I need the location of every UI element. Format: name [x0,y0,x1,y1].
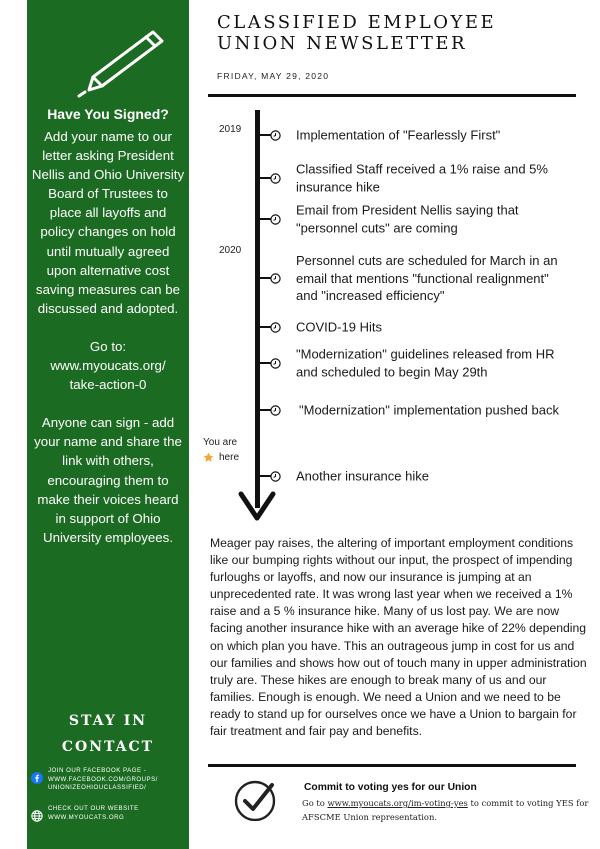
newsletter-date: FRIDAY, MAY 29, 2020 [217,71,330,81]
facebook-icon [31,772,43,784]
timeline-event-text: Personnel cuts are scheduled for March in an email that mentions "functional realignment" and "increased efficiency" [296,252,558,303]
star-icon [203,452,214,463]
newsletter-title [217,12,587,54]
goto-label: Go to: [89,338,127,354]
timeline-event [258,307,598,347]
timeline-event-text: "Modernization" implementation pushed back [299,402,559,418]
stay-in-contact-title [27,708,189,760]
signed-body [31,127,185,547]
clock-icon [270,358,281,369]
clock-icon [270,471,281,482]
clock-icon [270,130,281,141]
timeline-event-text: Implementation of "Fearlessly First" [296,127,501,143]
clock-icon [270,173,281,184]
commit-go-to: Go to [302,798,328,808]
timeline-event [258,199,598,239]
website-contact[interactable] [31,805,187,822]
you-are-label: You are [203,437,238,448]
website-contact-text [48,805,139,822]
goto-link-line2[interactable]: take-action-0 [69,377,147,393]
facebook-line1: JOIN OUR FACEBOOK PAGE - [48,767,147,774]
timeline-event-text: Classified Staff received a 1% raise and 5% insurance hike [296,161,548,194]
timeline-event-text: Email from President Nellis saying that "personnel cuts" are coming [296,202,519,235]
facebook-contact[interactable] [31,767,187,793]
checkmark-circle-icon [228,777,286,821]
clock-icon [270,214,281,225]
facebook-contact-text [48,767,158,793]
timeline-event-text: COVID-19 Hits [296,319,382,335]
clock-icon [270,273,281,284]
facebook-line2[interactable]: WWW.FACEBOOK.COM/GROUPS/ [48,775,158,783]
facebook-line3[interactable]: UNIONIZEOHIOUCLASSIFIED/ [48,784,147,792]
title-line2: UNION NEWSLETTER [217,33,468,54]
timeline-event [258,456,598,496]
timeline-event-text: Another insurance hike [296,468,429,484]
timeline-event [258,158,598,198]
pen-icon [71,26,167,98]
header-divider [208,94,576,97]
you-are-here-marker [203,435,253,465]
anyone-text: Anyone can sign - add your name and share the link with others, encouraging them to make their voices heard in support of Ohio University employees. [34,415,182,545]
timeline-event [258,343,598,383]
goto-link-line1[interactable]: www.myoucats.org/ [50,358,166,374]
signed-heading: Have You Signed? [47,106,169,122]
website-line1: CHECK OUT OUR WEBSITE [48,805,139,812]
here-label: here [219,452,240,463]
year-2020: 2020 [219,245,242,256]
timeline-event-text: "Modernization" guidelines released from HR and scheduled to begin May 29th [296,346,555,379]
timeline-event [258,390,598,430]
globe-icon [31,810,43,822]
timeline-event [258,115,598,155]
signed-text: Add your name to our letter asking President Nellis and Ohio University Board of Trustees to place all layoffs and policy changes on hold until mutually agreed upon alternative cost saving measures can be discussed and adopted. [31,129,185,316]
footer-divider [208,764,576,767]
clock-icon [270,322,281,333]
stay-title-line2: CONTACT [61,739,155,755]
commit-text [302,796,592,824]
commit-rest: to commit to voting YES for AFSCME Union representation. [302,798,589,822]
title-line1: CLASSIFIED EMPLOYEE [217,12,497,33]
timeline-event [258,252,598,303]
stay-title-line1: STAY IN [68,713,148,729]
website-line2[interactable]: WWW.MYOUCATS.ORG [48,813,125,821]
commit-link[interactable]: www.myoucats.org/im-voting-yes [327,798,468,808]
clock-icon [270,405,281,416]
commit-title: Commit to voting yes for our Union [304,782,477,793]
body-paragraph: Meager pay raises, the altering of important employment conditions like our bumping rights without our input, the prospect of impending furloughs or layoffs, and now our insurance is jumping at an unprecedented rate. It was wrong last year when we received a 1% raise and a 5 % insurance hike. Many of us lost pay. We are now facing another insurance hike with an average hike of 22% depending on which plan you have. This an outrageous jump in cost for us and our families and shows how out of touch many in upper administration truly are. These hikes are enough to break many of us and our families. Enough is enough. We need a Union and we need to be ready to stand up for ourselves once we have a Union to bargain for fair treatment and fair pay and benefits. [210,536,587,739]
sidebar [27,0,189,849]
year-2019: 2019 [219,124,242,135]
